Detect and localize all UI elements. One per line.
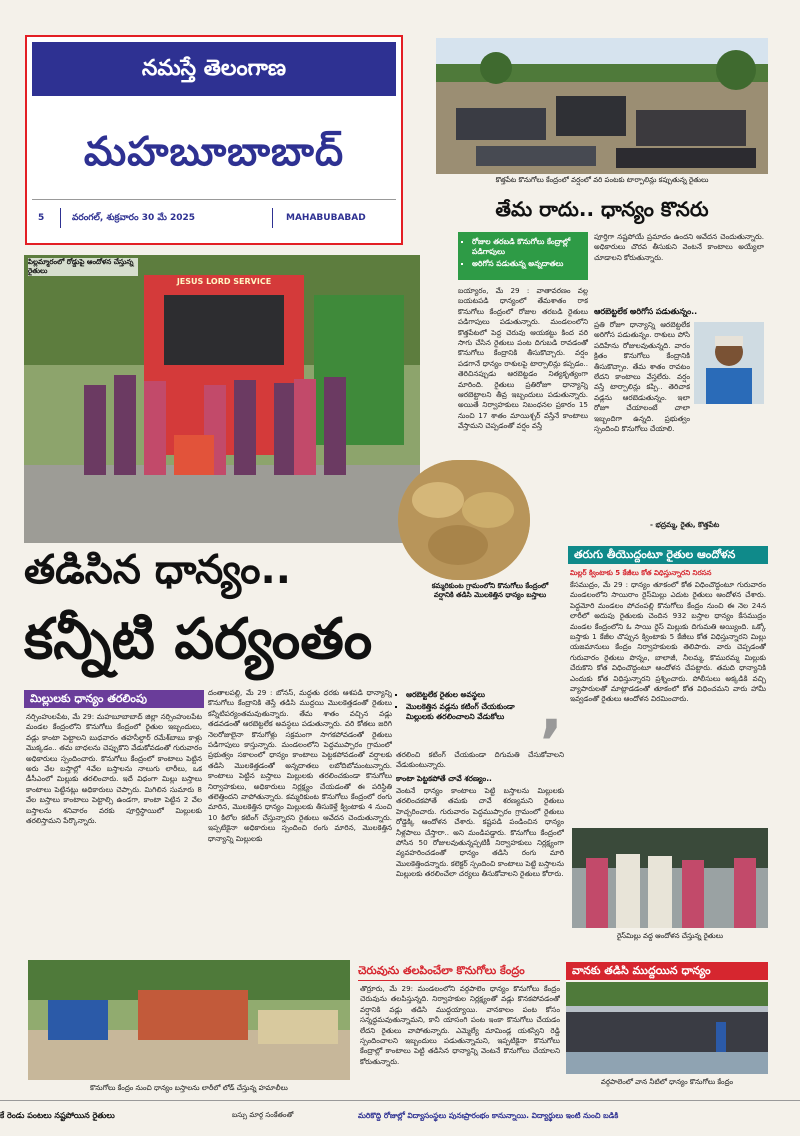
tema-subhead: ఆరబెట్టలేక అరిగోస పడుతున్నం.. bbox=[594, 307, 698, 316]
tema-quote-author: - భద్రమ్మ, రైతు, కొత్తపేట bbox=[650, 520, 720, 529]
main-photo-caption: పిల్లమ్మారంలో రోడ్డుపై ఆందోళన చేస్తున్న రైతులు bbox=[28, 258, 138, 276]
tema-headline: తేమ రాదు.. ధాన్యం కొనరు bbox=[495, 197, 709, 221]
comma-ornament: , bbox=[540, 675, 563, 745]
tema-body: బయ్యారం, మే 29 : వాతావరణం వల్ల బయటపడి ధాన్యంలో తేమశాతం రాక కొనుగోలు కేంద్రంలో రోజుల తరబడి రైతులు పడిగాపులు పడుతున్నారు. మండలంలోని కొత్తపేటలో పెద్ద చెరువు ఆయకట్టు కింద వరి సాగు చేసిన రైతులు పంట దిగుబడి రావడంతో కొనుగోలు కేంద్రానికి తీసుకొచ్చారు. వర్షం పడగానే ధాన్యం రాశులపై టార్పాలిన్లు కప్పడం.. తెరిచినప్పుడు ఆరబెట్టడం నిత్యకృత్యంగా మారింది. రైతులు ప్రతిరోజూ ధాన్యాన్ని ఆరబెట్టాలని తీవ్ర ఇబ్బందులు పడుతున్నారు. అయితే నిర్వాహకులు నిబంధనల ప్రకారం 15 నుంచి 17 శాతం మాయిశ్చర్ వస్తేనే కాంటాలు వేస్తామని చెప్పడంతో వర్షం వస్తే bbox=[458, 286, 588, 431]
mill-body: నర్సింహులపేట, మే 29: మహబూబాబాద్ జిల్లా నర్సింహులపేట మండల కేంద్రంలోని కొనుగోలు కేంద్రంలో రైతుల ఇబ్బందులు, వడ్లు కాంటా పెట్టాలని బుధవారం తహసీల్దార్ రమేశ్‌బాబు కాళ్లు మొక్కడం.. తమ బాధలను చెప్పుకొని వేడుకోవడంతో గురువారం అధికారులు స్పందించారు. కొనుగోలు కేంద్రంలో కాంటాలు పెట్టిన అరు వేల బస్తాల్లో 4వేల బస్తాలను నాలుగు లారీలు, ఒక డీసీఎంలో మిల్లుకు తరలించారు. ఇదే విధంగా మిల్లు బస్తాలు కాంటాలు పెట్టినట్లు అధికారులు చెప్పారు. మిగిలిన సుమారు 8 వేల బస్తాలు కాంటాలు పెట్టాల్సి ఉండగా, కాంటా పెట్టిన 2 వేల బస్తాలను శనివారం వరకు పూర్తిస్థాయిలో మిల్లులకు తరలిస్తామని పేర్కొన్నారు. bbox=[26, 712, 202, 826]
main-protest-photo-image bbox=[24, 255, 420, 543]
divider bbox=[60, 208, 61, 228]
protest-body: కేసముద్రం, మే 29 : ధాన్యం తూకంలో కోత విధించొద్దంటూ గురువారం మండలంలోని సాయిరాం రైస్‌మిల్లు ఎదుట రైతులు ఆందోళన చేశారు. పెద్దమోరి మండలం పోచంపల్లి కొనుగోలు కేంద్రం నుంచి ఈ నెల 24న లారీలో అదుపు రైతులకు చెందిన 932 బస్తాల ధాన్యం కేసముద్రం మండల కేంద్రంలోని ఓ సాయి రైస్ మిల్లుకు దిగుమతి అయ్యింది. ఒక్కో బస్తాకు 1 కేజీల చొప్పున క్వింటాకు 5 కేజీలు కోత విధిస్తున్నారని మిల్లు యజమానులు కేంద్రం నిర్వాహకులకు తెలిపారు. వారు చెప్పడంతో గురువారం రైతులు పొన్నం, బాలాజీ, నీలమ్మ, కొమురమ్మ మిల్లుకు చేరుకొని కోత విధించొద్దంటూ ఆందోళన చేపట్టారు. తమది ధాన్యానికి ఎందుకు కోత విధిస్తున్నారని ప్రశ్నించారు. పోలీసులు అక్కడికి వచ్చి వ్యాపారులతో మాట్లాడడంతో తూకంలో కోత విధించమని వారు హామీ ఇవ్వడంతో రైతులు ఆందోళన విరమించారు. bbox=[570, 580, 766, 704]
masthead bbox=[25, 35, 403, 245]
dateline-bar bbox=[32, 199, 396, 235]
rain-caption: వర్గపాలెంలో వాన నీటిలో ధాన్యం కొనుగోలు కేంద్రం bbox=[600, 1078, 734, 1086]
tema-body-right: పూర్తిగా నష్టపోయే ప్రమాదం ఉందని ఆవేదన చెందుతున్నారు. అధికారులు చొరవ తీసుకుని వెంటనే కాంటాలు అయ్యేలా చూడాలని కోరుతున్నారు. bbox=[594, 232, 764, 262]
farmer-portrait-image bbox=[694, 322, 764, 404]
rain-photo bbox=[566, 982, 768, 1074]
main-headline-line1: తడిసిన ధాన్యం.. bbox=[24, 547, 291, 593]
main-bullets bbox=[396, 690, 536, 724]
photo-tarpaulin-field bbox=[436, 38, 768, 174]
main-headline-line2: కన్నీటి పర్యంతం bbox=[24, 607, 373, 672]
strip-right: మరికొద్ది రోజుల్లో విద్యాసంస్థలు పునఃప్రారంభం కానున్నాయి. విద్యార్థులు ఇంటి నుంచి బడికి bbox=[358, 1111, 619, 1120]
bottom-left-caption: కొనుగోలు కేంద్రం నుంచి ధాన్యం బస్తాలను లారీలో లోడ్ చేస్తున్న హమాలీలు bbox=[90, 1084, 288, 1092]
mill-head: మిల్లులకు ధాన్యం తరలింపు bbox=[24, 690, 204, 708]
pond-head: చెరువును తలపించేలా కొనుగోలు కేంద్రం bbox=[358, 962, 560, 981]
photo-tarpaulin-field-image bbox=[436, 38, 768, 174]
protest-caption: రైస్‌మిల్లు వద్ద ఆందోళన చేస్తున్న రైతులు bbox=[616, 932, 724, 940]
tema-bullet: ▪ అరిగోస పడుతున్న అన్నదాతలు bbox=[472, 259, 584, 269]
farmer-portrait bbox=[694, 322, 764, 404]
tema-quote: ప్రతి రోజూ ధాన్యాన్ని ఆరబెట్టలేక అరిగోస పడుతున్నం. రాశులు పోసి పదిహేను రోజులవుతున్నది. వారం క్రితం కొనుగోలు కేంద్రానికి తీసుకొచ్చాం. తేమ శాతం రావటం లేదని కాంటాలు వేస్తలేరు. వర్షం వస్తే టార్పాలిన్లు కప్పి.. తెరిచాక వడ్లను ఆరబెడుతున్నం. ఇలా రోజూ చేయాలంటే చాలా ఇబ్బందిగా ఉన్నది. ప్రభుత్వం స్పందించి కొనుగోలు చేయాలి. bbox=[594, 320, 690, 434]
paper-name-band bbox=[32, 42, 396, 96]
tema-bullet: ▪ రోజుల తరబడి కొనుగోలు కేంద్రాల్లో పడిగాపులు bbox=[472, 237, 584, 257]
protest-photo bbox=[572, 828, 768, 928]
paper-name: నమస్తే తెలంగాణ bbox=[141, 56, 287, 81]
dateline: వరంగల్, శుక్రవారం 30 మే 2025 bbox=[72, 213, 196, 223]
protest-photo-image bbox=[572, 828, 768, 928]
rain-photo-image bbox=[566, 982, 768, 1074]
top-photo-caption: కొత్తపేట కొనుగోలు కేంద్రంలో వర్షంలో వరి పంటకు టార్పాలిన్లు కప్పుతున్న రైతులు bbox=[495, 176, 709, 184]
strip-middle: బస్సు మార్గ సంకేతంతో bbox=[232, 1111, 294, 1119]
edition-name: మహబూబాబాద్ bbox=[83, 129, 345, 175]
edition-en: MAHABUBABAD bbox=[286, 213, 366, 223]
main-protest-photo bbox=[24, 255, 420, 543]
divider bbox=[272, 208, 273, 228]
tema-bullets-box bbox=[458, 232, 588, 280]
bottom-strip bbox=[0, 1100, 800, 1136]
pond-body: తొర్రూరు, మే 29: మండలంలోని వర్గపాలెం ధాన్యం కొనుగోలు కేంద్రం చెరువును తలపిస్తున్నది. నిర్వాహకుల నిర్లక్ష్యంతో వడ్లు కొనకపోవడంతో వర్షానికి వడ్లు తడిసి ముద్దయ్యాయి. వానకాలం పంట కోసం సన్నద్ధమవుతున్నామని, కానీ యాసంగి పంట ఇంకా కొనుగోలు చేయడం లేదని రైతులు వాపోతున్నారు. ఎమ్మెల్యే మామిండ్ల యశస్విని రెడ్డి స్పందించాలని ఇబ్బందులు పడుతున్నామని, ఇప్పటికైనా కొనుగోలు కేంద్రాల్లో కాంటాలు పెట్టి తడిసిన ధాన్యాన్ని వెంటనే కొనుగోలు చేయాలని కోరుతున్నారు. bbox=[360, 984, 560, 1066]
page-number: 5 bbox=[38, 213, 45, 223]
protest-head: తరుగు తీయొద్దంటూ రైతుల ఆందోళన bbox=[568, 546, 768, 564]
main-bullet: ▪ మొలకెత్తిన వడ్లను కటింగ్ చేయకుండా మిల్లులకు తరలించాలని వేడుకోలు bbox=[406, 702, 536, 722]
rain-head: వానకు తడిసి ముద్దయిన ధాన్యం bbox=[566, 962, 768, 980]
loading-lorry-photo bbox=[28, 960, 350, 1080]
main-bullet: ▪ ఆరబెట్టలేక రైతుల అవస్థలు bbox=[406, 690, 536, 700]
main-body-col2: తరలించి కటింగ్ చేయకుండా దిగుమతి చేసుకోవాలని వేడుకుంటున్నారు. bbox=[396, 750, 564, 770]
inset-caption: కమ్మరికుంట గ్రామంలోని కొనుగోలు కేంద్రంలో వర్షానికి తడిసి మొలకెత్తిన ధాన్యం బస్తాలు bbox=[431, 582, 549, 599]
truck-text: JESUS LORD SERVICE bbox=[176, 277, 272, 286]
protest-subhead: మిల్లర్ క్వింటాకు 5 కేజీలు కోత విధిస్తున్నారని నిరసన bbox=[570, 569, 712, 577]
main-col2-subhead: కాంటా పెట్టకపోతే చావే శరణ్యం.. bbox=[396, 774, 492, 783]
main-body-col2b: వెంటనే ధాన్యం కాంటాలు పెట్టి బస్తాలను మిల్లులకు తరలించకపోతే తమకు చావే శరణ్యమని రైతులు హెచ్చరించారు. గురువారం పెద్దముప్పారం గ్రామంలో రైతులు రోడ్డెక్కి ఆందోళన చేశారు. కష్టపడి పండించిన ధాన్యం నీళ్లపాలు చేస్తారా.. అని మండిపడ్డారు. కొనుగోలు కేంద్రంలో పోసిన 50 రోజులవుతున్నప్పటికీ నిర్వాహకులు నిర్లక్ష్యంగా వ్యవహరించడంతో ధాన్యం తడిసి రంగు మారి మొలకెత్తిందన్నారు. కలెక్టర్ స్పందించి కాంటాలు పెట్టి బస్తాలను మిల్లులకు తరలించేలా చర్యలు తీసుకోవాలని రైతులు కోరారు. bbox=[396, 786, 564, 879]
strip-left: కే రెండు పంటలు నష్టపోయిన రైతులు bbox=[0, 1111, 115, 1120]
main-body-col1: దంతాలపల్లి, మే 29 : బోనస్, మద్దతు ధరకు ఆశపడి ధాన్యాన్ని కొనుగోలు కేంద్రానికి తెస్తే తడిసి ముద్దయి మొలకెత్తడంతో రైతులు కన్నీటిపర్యంతమవుతున్నారు. తేమ శాతం వచ్చిన వడ్లు తడవడంతో ఆరబెట్టలేక అవస్థలు పడుతున్నారు. వరి కోతలు జరిగి నెలరోజులైనా కొనుగోళ్లు సక్రమంగా సాగకపోవడంతో రైతులు పడిగాపులు కాస్తున్నారు. మండలంలోని పెద్దముప్పారం గ్రామంలో ప్రభుత్వం సకాలంలో ధాన్యం కాంటాలు పెట్టకపోవడంతో వర్షాలకు తడిసి మొలకెత్తడంతో అన్నదాతలు లబోదిబోమంటున్నారు. కాంటాలు పెట్టిన బస్తాలు మిల్లులకు తరలించకుండా కొనుగోలు నిర్వాహకులు, అధికారులు నిర్లక్ష్యం చేయడంతో ఈ పరిస్థితి తలెత్తిందని వాపోతున్నారు. కమ్మరికుంట కొనుగోలు కేంద్రంలో రంగు మారిన, మొలకెత్తిన ధాన్యం మిల్లులకు తీసుకెళ్తే క్వింటాకు 4 నుంచి 10 కిలోల కటింగ్ చేస్తున్నారని రైతులు ఆవేదన చెందుతున్నారు. ఇప్పటికైనా అధికారులు స్పందించి రంగు మారిన, మొలకెత్తిన ధాన్యాన్ని మిల్లులకు bbox=[208, 688, 392, 843]
loading-lorry-photo-image bbox=[28, 960, 350, 1080]
